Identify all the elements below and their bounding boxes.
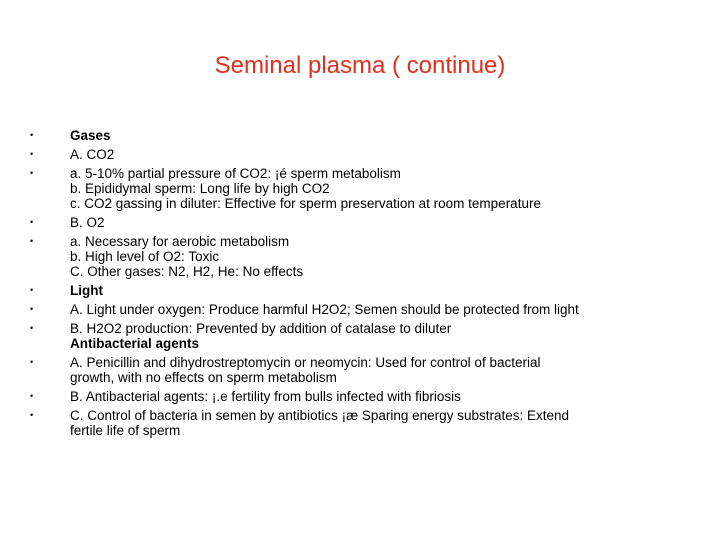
bullet-icon: • [30,410,34,420]
item-line: c. CO2 gassing in diluter: Effective for sperm preservation at room temperature [70,196,541,211]
bullet-icon: • [30,391,34,401]
bullet-icon: • [30,323,34,333]
item-line: B. Antibacterial agents: ¡.e fertility from bulls infected with fibriosis [70,389,461,404]
list-item [30,302,710,317]
bullet-icon: • [30,357,34,367]
list-item [30,355,710,385]
list-item [30,128,710,143]
list-item [30,321,710,351]
list-item [30,234,710,279]
bullet-icon: • [30,130,34,140]
bullet-icon: • [30,236,34,246]
bullet-icon: • [30,217,34,227]
bullet-list [30,128,710,438]
bullet-icon: • [30,304,34,314]
list-item [30,147,710,162]
item-line: B. O2 [70,215,105,230]
item-line: fertile life of sperm [70,423,181,438]
item-line: Gases [70,128,111,143]
item-line: A. CO2 [70,147,115,162]
item-line: a. 5-10% partial pressure of CO2: ¡é sperm metabolism [70,166,401,181]
bullet-icon: • [30,149,34,159]
item-line: A. Penicillin and dihydrostreptomycin or neomycin: Used for control of bacterial [70,355,541,370]
list-item [30,408,710,438]
item-line: A. Light under oxygen: Produce harmful H2O2; Semen should be protected from light [70,302,579,317]
list-item [30,166,710,211]
slide-title: Seminal plasma ( continue) [214,52,506,79]
bullet-icon: • [30,285,34,295]
list-item [30,283,710,298]
item-line: growth, with no effects on sperm metabolism [70,370,337,385]
item-line: B. H2O2 production: Prevented by addition of catalase to diluter [70,321,452,336]
list-item [30,215,710,230]
item-line: b. Epididymal sperm: Long life by high CO2 [70,181,330,196]
item-line: C. Control of bacteria in semen by antibiotics ¡æ Sparing energy substrates: Extend [70,408,569,423]
bullet-icon: • [30,168,34,178]
list-item [30,389,710,404]
item-line: Antibacterial agents [70,336,200,351]
item-line: C. Other gases: N2, H2, He: No effects [70,264,304,279]
item-line: a. Necessary for aerobic metabolism [70,234,290,249]
item-line: b. High level of O2: Toxic [70,249,220,264]
item-line: Light [70,283,103,298]
